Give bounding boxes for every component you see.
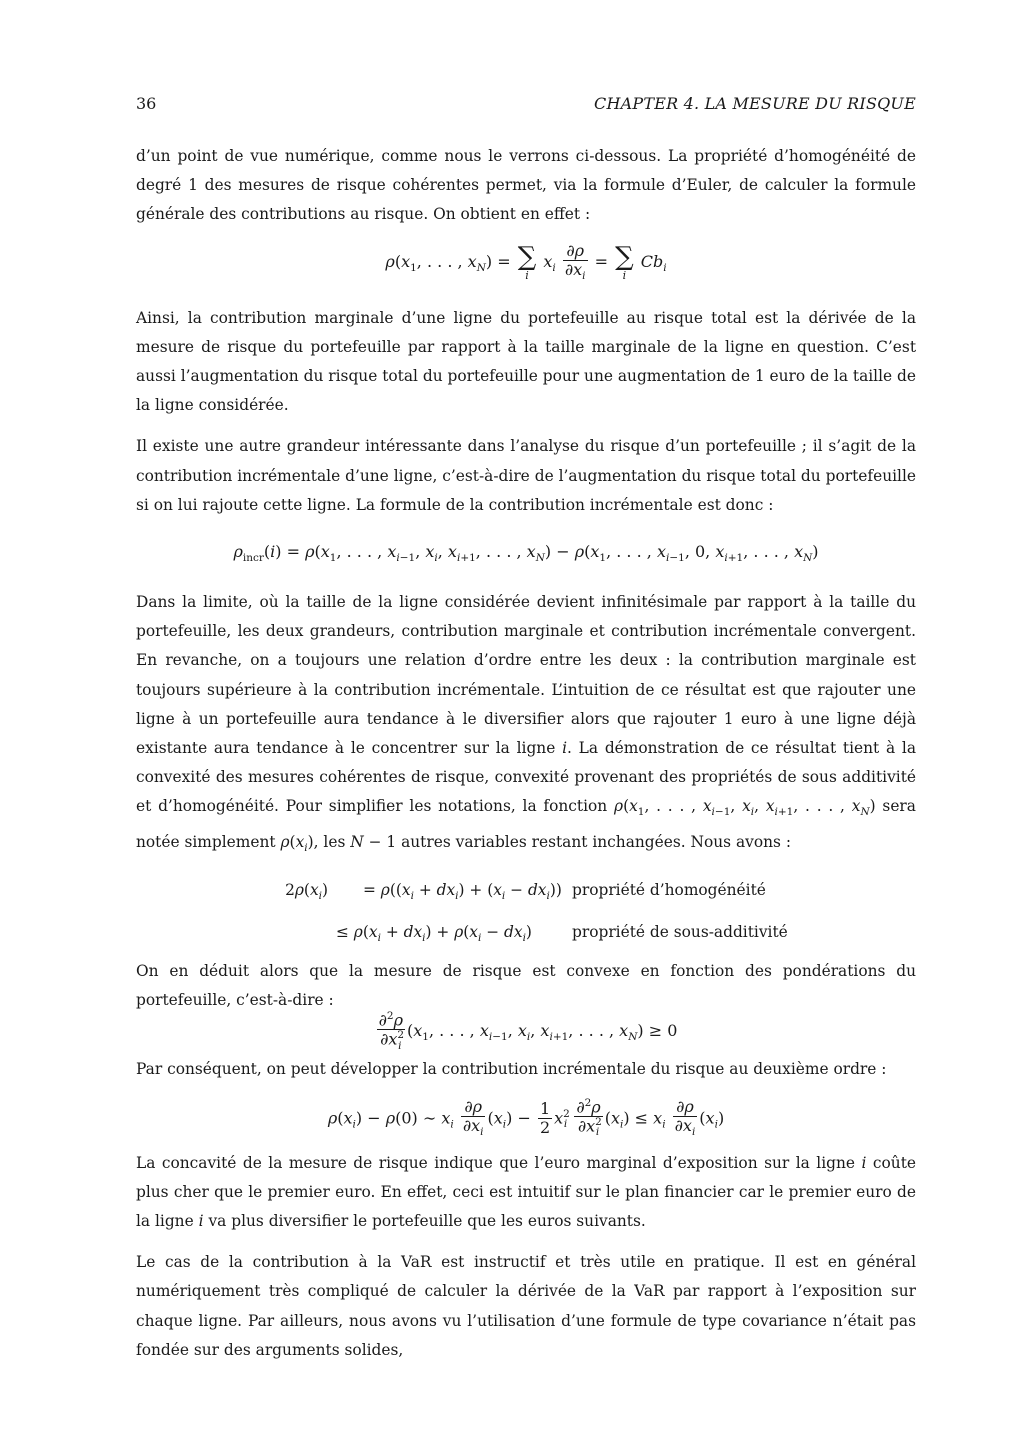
running-title: CHAPTER 4. LA MESURE DU RISQUE [594,94,916,113]
paragraph-6: Par conséquent, on peut développer la contribution incrémentale du risque au deuxième ordre : [136,1060,887,1079]
paragraph-8: Le cas de la contribution à la VaR est instructif et très utile en pratique. Il est en général numériquement très compliqué de calculer la dérivée de la VaR par rapport à l’exposition sur chaque ligne. Par ailleurs, nous avons vu l’utilisation d’une formule de type covariance n’était pas fondée sur des arguments solides, [136,1253,916,1359]
paragraph-3: Il existe une autre grandeur intéressante dans l’analyse du risque d’un portefeuille ; il s’agit de la contribution incrémentale d’une ligne, c’est-à-dire de l’augmentation du risque total du portefeuille si on lui rajoute cette ligne. La formule de la contribution incrémentale est donc : [136,437,916,514]
equation-convexity-array [136,869,916,953]
page-number: 36 [136,94,157,113]
paragraph-7: La concavité de la mesure de risque indique que l’euro marginal d’exposition sur la ligne i coûte plus cher que le premier euro. En effet, ceci est intuitif sur le plan financier car le premier euro de la ligne i va plus diversifier le portefeuille que les euros suivants. [136,1153,916,1231]
running-header [136,94,916,116]
equation-second-order: $\rho(x_i) - \rho(0)$ ∼ $x_i$ $\frac{\partial\rho}{\partial x_i}$ $(x_i)$ − $\frac{1}{2}$ $x^2_i$ $\frac{\partial^2\rho}{\partial x^2_i}$ $(x_i) \le x_i$ $\frac{\partial\rho}{\partial x_i}$ $(x_i)$ [327,1096,725,1139]
paragraph-1: d’un point de vue numérique, comme nous le verrons ci-dessous. La propriété d’homogénéité de degré 1 des mesures de risque cohérentes permet, via la formule d’Euler, de calculer la formule générale des contributions au risque. On obtient en effet : [136,147,916,224]
paragraph-5: On en déduit alors que la mesure de risque est convexe en fonction des pondérations du portefeuille, c’est-à-dire : [136,962,916,1010]
equation-row-1: $2\rho(x_i)$ = $\rho((x_i + dx_i) + (x_i - dx_i))$ propriété d’homogénéité [136,869,916,911]
page-body [136,142,916,1365]
note-homogeneity: propriété d’homogénéité [572,881,766,900]
equation-convex: $\frac{\partial^2\rho}{\partial x^2_i}$ ($x_1$, . . . , $x_{i-1}$, $x_i$, $x_{i+1}$, . . . , $x_N) \ge 0$ [378,1010,678,1052]
equation-row-2: ≤ $\rho(x_i + dx_i) + \rho(x_i - dx_i)$ propriété de sous-additivité [136,911,916,953]
note-subadditivity: propriété de sous-additivité [572,923,788,942]
paragraph-4: Dans la limite, où la taille de la ligne considérée devient infinitésimale par rapport à la taille du portefeuille, les deux grandeurs, contribution marginale et contribution incrémentale convergent. En revanche, on a toujours une relation d’ordre entre les deux : la contribution marginale est toujours supérieure à la contribution incrémentale. L’intuition de ce résultat est que rajouter une ligne à un portefeuille aura tendance à le diversifier alors que rajouter 1 euro à une ligne déjà existante aura tendance à le concentrer sur la ligne i. La démonstration de ce résultat tient à la convexité des mesures cohérentes de risque, convexité provenant des propriétés de sous additivité et d’homogénéité. Pour simplifier les notations, la fonction $\rho(x_1$, . . . , $x_{i-1}$, $x_i$, $x_{i+1}$, . . . , $x_N$) sera notée simplement $\rho(x_i)$, les N − 1 autres variables restant inchangées. Nous avons : [136,593,916,854]
equation-incremental: $\rho_{incr}(i) = \rho(x_1$, . . . , $x_{i-1}$, $x_i$, $x_{i+1}$, . . . , $x_N) - \rho(x_1$, . . . , $x_{i-1}$, 0, $x_{i+1}$, . . . , $x_N$) [233,542,819,565]
paragraph-2: Ainsi, la contribution marginale d’une ligne du portefeuille au risque total est la dérivée de la mesure de risque du portefeuille par rapport à la taille marginale de la ligne en question. C’est aussi l’augmentation du risque total du portefeuille pour une augmentation de 1 euro de la taille de la ligne considérée. [136,308,916,415]
equation-euler: $\rho(x_1$, . . . , $x_N$) = ∑ i $x_i$ $\frac{\partial\rho}{\partial x_i}$ = ∑ i $Cb_i$ [385,240,667,282]
